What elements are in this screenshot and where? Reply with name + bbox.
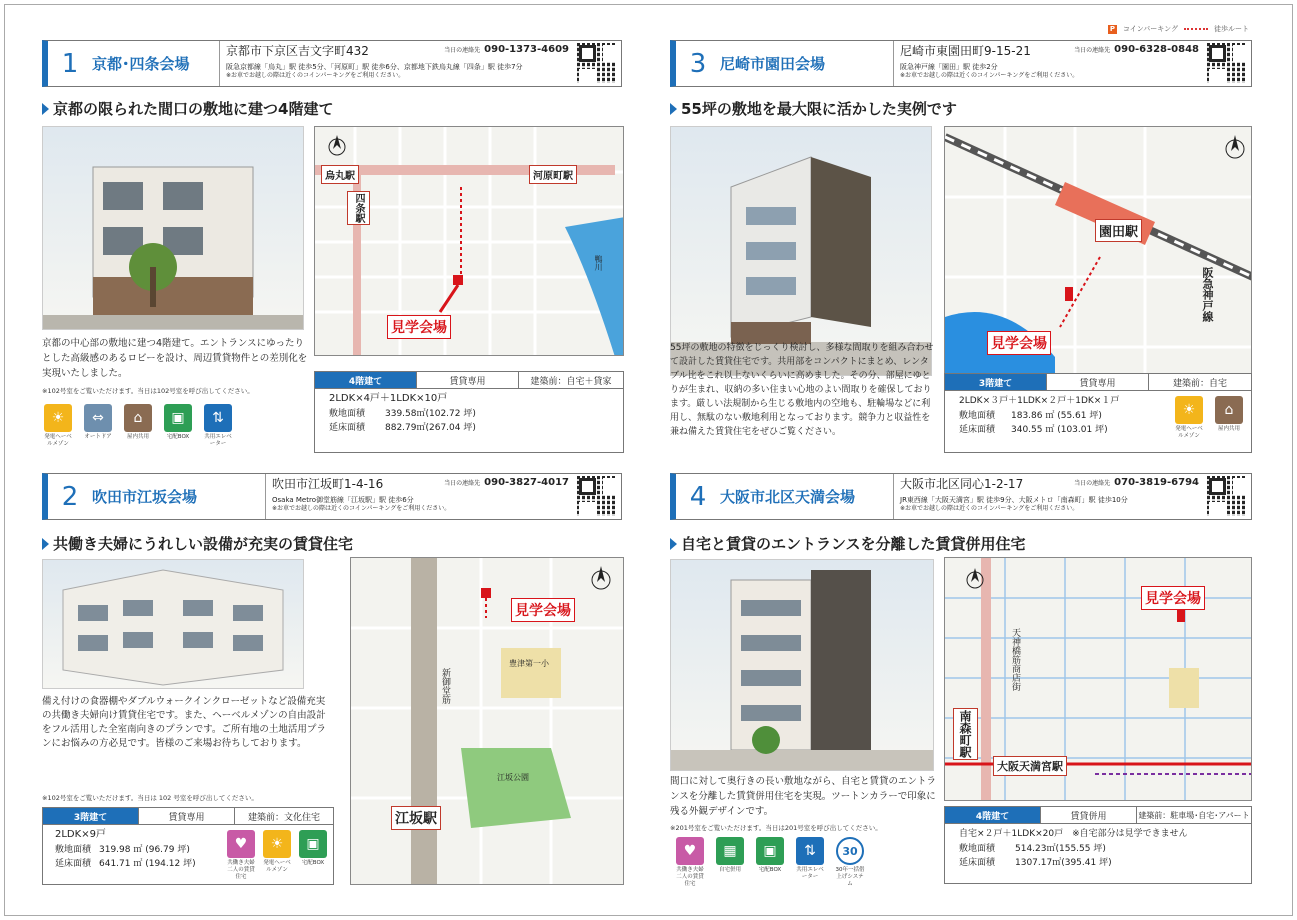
tel-number: 070-3819-6794 xyxy=(1114,477,1199,488)
legend-parking-label: コインパーキング xyxy=(1122,25,1178,33)
spec-site-label: 敷地面積 xyxy=(959,411,996,421)
qr-code-icon[interactable] xyxy=(577,43,617,83)
building-photo xyxy=(670,559,934,771)
delivery-box-icon: ▣ xyxy=(756,837,784,865)
venue-access: JR東西線「大阪天満宮」駅 徒歩9分、大阪メトロ「南森町」駅 徒歩10分 xyxy=(900,496,1128,504)
spec-type: 賃貸併用 xyxy=(1041,807,1137,823)
tel-number: 090-6328-0848 xyxy=(1114,44,1199,55)
spec-floor-row xyxy=(329,421,609,435)
elevator-icon: ⇅ xyxy=(204,404,232,432)
feature-home: ▦ 自宅併用 xyxy=(714,837,746,888)
venue-header xyxy=(670,40,1252,87)
venue-number: 3 xyxy=(689,48,707,79)
qr-code-icon[interactable] xyxy=(577,476,617,516)
spec-floors: 4階建て xyxy=(945,807,1041,823)
venue-info xyxy=(266,474,621,519)
map-station-label: 園田駅 xyxy=(1095,219,1142,242)
map-station-label: 烏丸駅 xyxy=(321,165,359,184)
auto-door-icon: ⇔ xyxy=(84,404,112,432)
sun-icon: ☀ xyxy=(44,404,72,432)
venue-name: 吹田市江坂会場 xyxy=(92,474,266,519)
venue-section-4 xyxy=(670,473,1252,893)
feature-couple: ♥ 共働き夫婦二人の賃貸住宅 xyxy=(674,837,706,888)
venue-note: ※お車でお越しの際は近くのコインパーキングをご利用ください。 xyxy=(226,72,405,79)
park-label: 江坂公園 xyxy=(497,773,529,782)
spec-body xyxy=(945,824,1251,873)
venue-number: 2 xyxy=(61,481,79,512)
venue-tel xyxy=(1074,477,1199,488)
spec-table xyxy=(944,373,1252,453)
map-station-label: 江坂駅 xyxy=(391,806,441,830)
viewing-note: ※102号室をご覧いただけます。当日は102号室を呼び出してください。 xyxy=(42,387,254,395)
feature-autodoor: ⇔ オートドア xyxy=(82,404,114,448)
spec-floor-value: 1307.17㎡(395.41 坪) xyxy=(1015,858,1112,868)
tel-label: 当日の連絡先 xyxy=(1074,47,1111,54)
road-label: 新御堂筋 xyxy=(440,668,450,704)
venue-section-2 xyxy=(42,473,622,893)
tel-number: 090-1373-4609 xyxy=(484,44,569,55)
feature-indoor: ⌂ 屋内共用 xyxy=(1213,396,1245,440)
building-illustration xyxy=(43,127,304,330)
venue-map[interactable] xyxy=(944,557,1252,801)
feature-indoor: ⌂ 屋内共用 xyxy=(122,404,154,448)
map-station-label: 南森町駅 xyxy=(953,708,978,760)
spec-site-row xyxy=(329,407,609,421)
venue-tel xyxy=(444,477,569,488)
viewing-note: ※201号室をご覧いただけます。当日は201号室を呼び出してください。 xyxy=(670,824,882,832)
tel-label: 当日の連絡先 xyxy=(1074,480,1111,487)
spec-floor-label: 延床面積 xyxy=(959,425,996,435)
spec-body xyxy=(315,389,623,438)
spec-header xyxy=(945,807,1251,824)
delivery-box-icon: ▣ xyxy=(299,830,327,858)
spec-plan: 2LDK×9戸 xyxy=(55,829,106,840)
spec-floor-value: 641.71 ㎡ (194.12 坪) xyxy=(99,859,196,869)
spec-type: 賃貸専用 xyxy=(417,372,519,388)
map-legend xyxy=(1108,24,1249,34)
building-illustration xyxy=(43,560,304,689)
spec-type: 賃貸専用 xyxy=(1047,374,1149,390)
building-photo xyxy=(42,126,304,330)
legend-walk-label: 徒歩ルート xyxy=(1214,25,1249,33)
sun-icon: ☀ xyxy=(1175,396,1203,424)
feature-solar: ☀ 発電ヘーベルメゾン xyxy=(261,830,293,881)
spec-site-value: 339.58㎡(102.72 坪) xyxy=(385,409,476,419)
feature-elevator: ⇅ 共用エレベーター xyxy=(794,837,826,888)
spec-before: 建築前：自宅＋貸家 xyxy=(530,376,612,387)
indoor-corridor-icon: ⌂ xyxy=(1215,396,1243,424)
walk-route-icon xyxy=(1184,28,1208,30)
spec-floor-row xyxy=(959,856,1237,870)
feature-delivery: ▣ 宅配BOX xyxy=(297,830,329,881)
venue-name: 尼崎市園田会場 xyxy=(720,41,894,86)
spec-before: 建築前：文化住宅 xyxy=(247,812,320,823)
venue-note: ※お車でお越しの際は近くのコインパーキングをご利用ください。 xyxy=(272,505,451,512)
spec-site-label: 敷地面積 xyxy=(55,845,92,855)
thirty-year-icon: 30 xyxy=(836,837,864,865)
spec-floors: 4階建て xyxy=(315,372,417,388)
tel-number: 090-3827-4017 xyxy=(484,477,569,488)
feature-icons xyxy=(1173,396,1245,440)
feature-icons xyxy=(674,837,866,888)
feature-delivery: ▣ 宅配BOX xyxy=(162,404,194,448)
spec-floor-row xyxy=(55,857,215,871)
street-map xyxy=(351,558,624,885)
school-label: 豊津第一小 xyxy=(509,659,549,668)
venue-info xyxy=(220,41,621,86)
spec-site-row xyxy=(55,843,215,857)
map-station-label: 大阪天満宮駅 xyxy=(993,756,1067,776)
venue-name: 京都･四条会場 xyxy=(92,41,220,86)
spec-header xyxy=(315,372,623,389)
venue-map[interactable] xyxy=(314,126,624,356)
venue-headline: 京都の限られた間口の敷地に建つ4階建て xyxy=(42,98,333,119)
visit-venue-marker: 見学会場 xyxy=(1141,586,1205,610)
street-map xyxy=(945,558,1252,801)
venue-headline: 共働き夫婦にうれしい設備が充実の賃貸住宅 xyxy=(42,533,353,554)
qr-code-icon[interactable] xyxy=(1207,476,1247,516)
road-label: 天神橋筋商店街 xyxy=(1010,628,1020,691)
visit-venue-marker: 見学会場 xyxy=(387,315,451,339)
venue-name: 大阪市北区天満会場 xyxy=(720,474,894,519)
spec-site-row xyxy=(959,409,1159,423)
visit-venue-marker: 見学会場 xyxy=(987,331,1051,355)
venue-description: 間口に対して奥行きの長い敷地ながら、自宅と賃貸のエントランスを分離した賃貸併用住宅を実現。ツートンカラーで印象に残る外観デザインです。 xyxy=(670,776,937,817)
spec-plan: 2LDK×３戸＋1LDK×２戸＋1DK×１戸 xyxy=(959,396,1120,406)
spec-floor-value: 340.55 ㎡ (103.01 坪) xyxy=(1011,425,1108,435)
home-combined-icon: ▦ xyxy=(716,837,744,865)
spec-floor-row xyxy=(959,423,1159,437)
venue-map[interactable] xyxy=(944,126,1252,396)
spec-site-value: 514.23㎡(155.55 坪) xyxy=(1015,844,1106,854)
venue-access: 阪急神戸線「園田」駅 徒歩2分 xyxy=(900,63,998,71)
map-station-label: 河原町駅 xyxy=(529,165,577,184)
venue-address: 京都市下京区吉文字町432 xyxy=(226,44,369,58)
venue-header xyxy=(670,473,1252,520)
building-illustration xyxy=(671,560,934,771)
tel-label: 当日の連絡先 xyxy=(444,480,481,487)
qr-code-icon[interactable] xyxy=(1207,43,1247,83)
venue-address: 大阪市北区同心1-2-17 xyxy=(900,477,1024,491)
spec-floor-value: 882.79㎡(267.04 坪) xyxy=(385,423,476,433)
spec-header xyxy=(43,808,333,825)
spec-floors: 3階建て xyxy=(43,808,139,824)
rail-line-label: 阪急神戸線 xyxy=(1201,267,1214,322)
couple-icon: ♥ xyxy=(227,830,255,858)
street-map xyxy=(315,127,624,356)
spec-site-value: 319.98 ㎡ (96.79 坪) xyxy=(99,845,190,855)
spec-header xyxy=(945,374,1251,391)
venue-note: ※お車でお越しの際は近くのコインパーキングをご利用ください。 xyxy=(900,72,1079,79)
venue-description: 55坪の敷地の特徴をじっくり検討し、多様な間取りを組み合わせて設計した賃貸住宅です。共用部をコンパクトにまとめ、レンタブル比をこれ以上ないくらいに高めました。その分、部屋にゆとりが生まれ、収納の多い住まい心地のよい間取りを確保しております。厳しい法規制から生じる敷地内の空地も、駐輪場などに利用し、無駄のない敷地利用となっております。競争力と収益性を兼ね備えた賃貸住宅をぜひご覧ください。 xyxy=(670,343,934,437)
venue-header xyxy=(42,473,622,520)
feature-solar: ☀ 発電ヘーベルメゾン xyxy=(1173,396,1205,440)
spec-site-value: 183.86 ㎡ (55.61 坪) xyxy=(1011,411,1102,421)
venue-access: 阪急京都線「烏丸」駅 徒歩5分、「河原町」駅 徒歩6分、京都地下鉄烏丸線「四条」駅 徒歩7分 xyxy=(226,63,523,71)
tel-label: 当日の連絡先 xyxy=(444,47,481,54)
street-map xyxy=(945,127,1252,396)
indoor-corridor-icon: ⌂ xyxy=(124,404,152,432)
couple-icon: ♥ xyxy=(676,837,704,865)
venue-headline: 55坪の敷地を最大限に活かした実例です xyxy=(670,98,957,119)
spec-floors: 3階建て xyxy=(945,374,1047,390)
spec-floor-label: 延床面積 xyxy=(329,423,366,433)
feature-icons xyxy=(225,830,329,881)
elevator-icon: ⇅ xyxy=(796,837,824,865)
spec-floor-label: 延床面積 xyxy=(959,858,996,868)
spec-before: 建築前：自宅 xyxy=(1172,378,1227,389)
feature-elevator: ⇅ 共用エレベーター xyxy=(202,404,234,448)
venue-section-1 xyxy=(42,40,622,460)
venue-number: 4 xyxy=(689,481,707,512)
feature-couple: ♥ 共働き夫婦二人の賃貸住宅 xyxy=(225,830,257,881)
sun-icon: ☀ xyxy=(263,830,291,858)
spec-table xyxy=(314,371,624,453)
feature-delivery: ▣ 宅配BOX xyxy=(754,837,786,888)
venue-number: 1 xyxy=(61,48,79,79)
feature-30year: 30 30年一括借上げシステム xyxy=(834,837,866,888)
spec-table xyxy=(944,806,1252,884)
venue-headline: 自宅と賃貸のエントランスを分離した賃貸併用住宅 xyxy=(670,533,1026,554)
building-photo xyxy=(42,559,304,689)
venue-info xyxy=(894,41,1251,86)
venue-description: 京都の中心部の敷地に建つ4階建て。エントランスにゆったりとした高級感のあるロビーを設け、周辺賃貸物件との差別化を実現いたしました。 xyxy=(42,338,308,379)
spec-floor-label: 延床面積 xyxy=(55,859,92,869)
spec-before: 建築前：駐車場･自宅･アパート xyxy=(1138,810,1250,820)
spec-table xyxy=(42,807,334,885)
feature-icons xyxy=(42,404,234,448)
spec-site-row xyxy=(959,842,1237,856)
venue-header xyxy=(42,40,622,87)
viewing-note: ※102号室をご覧いただけます。当日は 102 号室を呼び出してください。 xyxy=(42,794,258,802)
visit-venue-marker: 見学会場 xyxy=(511,598,575,622)
venue-map[interactable] xyxy=(350,557,624,885)
building-photo xyxy=(670,126,932,376)
venue-tel xyxy=(444,44,569,55)
venue-note: ※お車でお越しの際は近くのコインパーキングをご利用ください。 xyxy=(900,505,1079,512)
river-label: 鴨川 xyxy=(594,255,603,271)
parking-icon: P xyxy=(1109,24,1115,33)
venue-access: Osaka Metro御堂筋線「江坂駅」駅 徒歩6分 xyxy=(272,496,414,504)
venue-address: 吹田市江坂町1-4-16 xyxy=(272,477,384,491)
venue-description: 備え付けの食器棚やダブルウォークインクローゼットなど設備充実の共働き夫婦向け賃貸住宅です。また、ヘーベルメゾンの自由設計をフル活用した全室南向きのプランです。ご所有地の土地活用プランにお悩みの方必見です。皆様のご来場お待ちしております。 xyxy=(42,696,326,749)
delivery-box-icon: ▣ xyxy=(164,404,192,432)
venue-section-3 xyxy=(670,40,1252,460)
venue-tel xyxy=(1074,44,1199,55)
venue-address: 尼崎市東園田町9-15-21 xyxy=(900,44,1031,58)
feature-solar: ☀ 発電ヘーベルメゾン xyxy=(42,404,74,448)
spec-type: 賃貸専用 xyxy=(139,808,235,824)
map-station-label: 四条駅 xyxy=(347,191,370,225)
spec-plan: 2LDK×4戸＋1LDK×10戸 xyxy=(329,393,448,404)
venue-info xyxy=(894,474,1251,519)
spec-plan: 自宅×２戸＋1LDK×20戸 ※自宅部分は見学できません xyxy=(959,829,1188,839)
spec-site-label: 敷地面積 xyxy=(959,844,996,854)
building-illustration xyxy=(671,127,932,376)
spec-site-label: 敷地面積 xyxy=(329,409,366,419)
